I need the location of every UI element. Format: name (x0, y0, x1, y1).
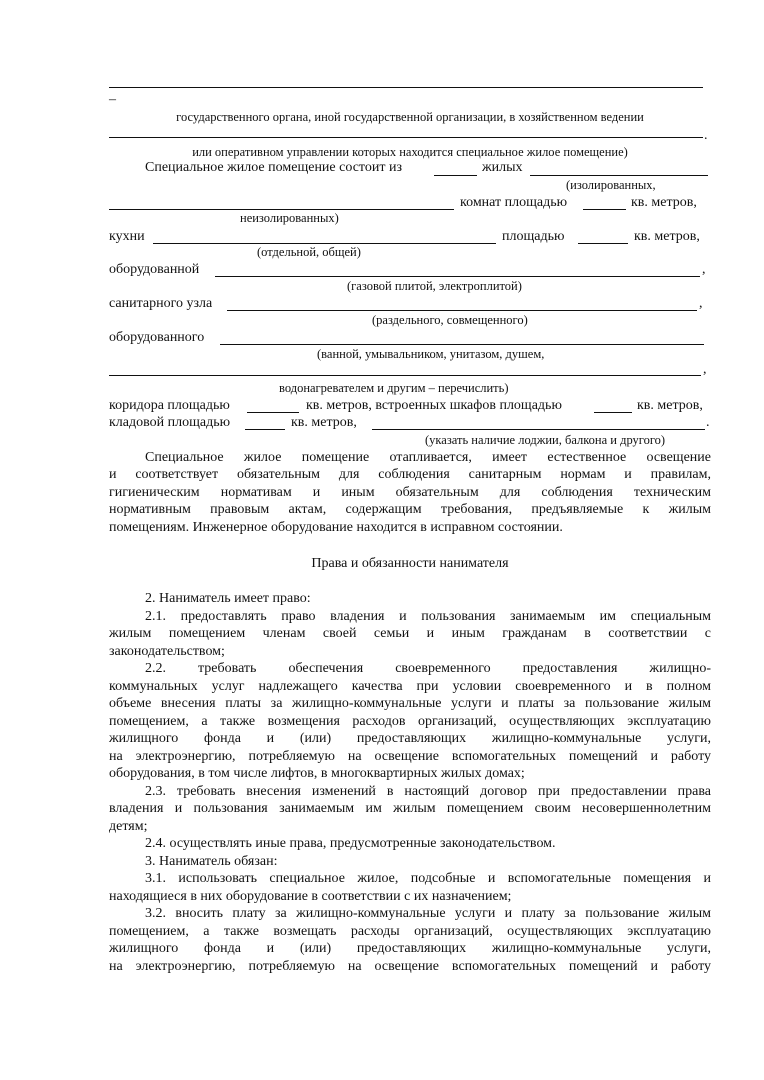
comma: , (703, 362, 707, 377)
clause-line: 3.2. вносить плату за жилищно-коммунальные услуги и плату за пользование жилым (145, 906, 711, 921)
clause-line: 2.1. предоставлять право владения и пользования занимаемым им специальным (145, 609, 711, 624)
equipped-label: оборудованного (109, 330, 205, 345)
caption-stove: (газовой плитой, электроплитой) (347, 279, 522, 293)
clause-heading: 2. Наниматель имеет право: (145, 591, 311, 606)
clause-line: законодательством; (109, 644, 225, 659)
clause-line: владения и пользования занимаемым им жилым помещением своим несовершеннолетним (109, 801, 711, 816)
paragraph-line: Специальное жилое помещение отапливается, имеет естественное освещение (145, 450, 711, 465)
clause-heading: 3. Наниматель обязан: (145, 854, 278, 869)
paragraph-line: нормативным правовым актам, содержащим требования, предъявляемые к жилым (109, 502, 711, 517)
clause-line: 2.4. осуществлять иные права, предусмотренные законодательством. (145, 836, 556, 851)
clause-line: жилым помещением членам своей семьи и иным гражданам в соответствии с (109, 626, 711, 641)
consists-label: Специальное жилое помещение состоит из (145, 160, 402, 175)
caption-nonisolated: неизолированных) (240, 211, 339, 225)
caption-isolated: (изолированных, (566, 178, 656, 192)
clause-line: на электроэнергию, потребляемую на освещение вспомогательных помещений и работу (109, 959, 711, 974)
blank-line (594, 412, 632, 413)
caption-loggia: (указать наличие лоджии, балкона и другого) (425, 433, 666, 447)
closets-label: кв. метров, встроенных шкафов площадью (306, 398, 562, 413)
blank-line (220, 344, 704, 345)
dot: . (704, 128, 708, 143)
equipped-label: оборудованной (109, 262, 200, 277)
blank-line (109, 209, 454, 210)
corridor-label: коридора площадью (109, 398, 230, 413)
storage-label: кладовой площадью (109, 415, 231, 430)
clause-line: коммунальных услуг надлежащего качества при условии своевременного и в полном (109, 679, 711, 694)
clause-line: оборудования, в том числе лифтов, в многоквартирных жилых домах; (109, 766, 525, 781)
blank-line (578, 243, 628, 244)
clause-line: на электроэнергию, потребляемую на освещение вспомогательных помещений и работу (109, 749, 711, 764)
clause-line: 2.2. требовать обеспечения своевременного предоставления жилищно- (145, 661, 711, 676)
sq-m-label: кв. метров, (291, 415, 357, 430)
blank-line (583, 209, 626, 210)
sq-m-label: кв. метров, (637, 398, 703, 413)
clause-line: жилищного фонда и (или) предоставляющих жилищно-коммунальные услуги, (109, 941, 711, 956)
paragraph-line: гигиеническим нормативам и иным обязательным для соблюдения техническим (109, 485, 711, 500)
clause-line: детям; (109, 819, 148, 834)
blank-line (109, 87, 703, 88)
paragraph-line: и соответствует обязательным для соблюдения санитарным нормам и правилам, (109, 467, 711, 482)
caption-bath: (ванной, умывальником, унитазом, душем, (317, 347, 545, 361)
blank-line (109, 137, 703, 138)
blank-line (109, 375, 701, 376)
caption-operative: или оперативном управлении которых находится специальное жилое помещение) (192, 145, 628, 159)
blank-line (153, 243, 496, 244)
clause-line: помещением, а также возмещать расходы организаций, осуществляющих эксплуатацию (109, 924, 711, 939)
rooms-area-label: комнат площадью (460, 195, 568, 210)
bathroom-label: санитарного узла (109, 296, 213, 311)
clause-line: 2.3. требовать внесения изменений в настоящий договор при предоставлении права (145, 784, 711, 799)
clause-line: 3.1. использовать специальное жилое, подсобные и вспомогательные помещения и (145, 871, 711, 886)
blank-line (434, 175, 477, 176)
caption-heater: водонагревателем и другим – перечислить) (279, 381, 509, 395)
living-label: жилых (482, 160, 523, 175)
paragraph-line: помещениям. Инженерное оборудование находится в исправном состоянии. (109, 520, 563, 535)
caption-kitchen: (отдельной, общей) (257, 245, 361, 259)
section-title: Права и обязанности нанимателя (311, 556, 509, 571)
clause-line: находящиеся в них оборудование в соответствии с их назначением; (109, 889, 512, 904)
blank-line (215, 276, 700, 277)
blank-line (372, 429, 705, 430)
clause-line: объеме внесения платы за жилищно-коммунальные услуги и платы за пользование жилым (109, 696, 711, 711)
comma: , (702, 262, 706, 277)
sq-m-label: кв. метров, (631, 195, 697, 210)
caption-state-organ: государственного органа, иной государственной организации, в хозяйственном ведении (176, 110, 644, 124)
clause-line: помещением, а также возмещения расходов организаций, осуществляющих эксплуатацию (109, 714, 711, 729)
blank-line (245, 429, 285, 430)
dash: – (109, 92, 116, 107)
caption-bathroom: (раздельного, совмещенного) (372, 313, 528, 327)
blank-line (227, 310, 697, 311)
sq-m-label: кв. метров, (634, 229, 700, 244)
area-label: площадью (502, 229, 565, 244)
clause-line: жилищного фонда и (или) предоставляющих жилищно-коммунальные услуги, (109, 731, 711, 746)
dot: . (706, 415, 710, 430)
kitchen-label: кухни (109, 229, 145, 244)
blank-line (530, 175, 708, 176)
comma: , (699, 296, 703, 311)
blank-line (247, 412, 299, 413)
